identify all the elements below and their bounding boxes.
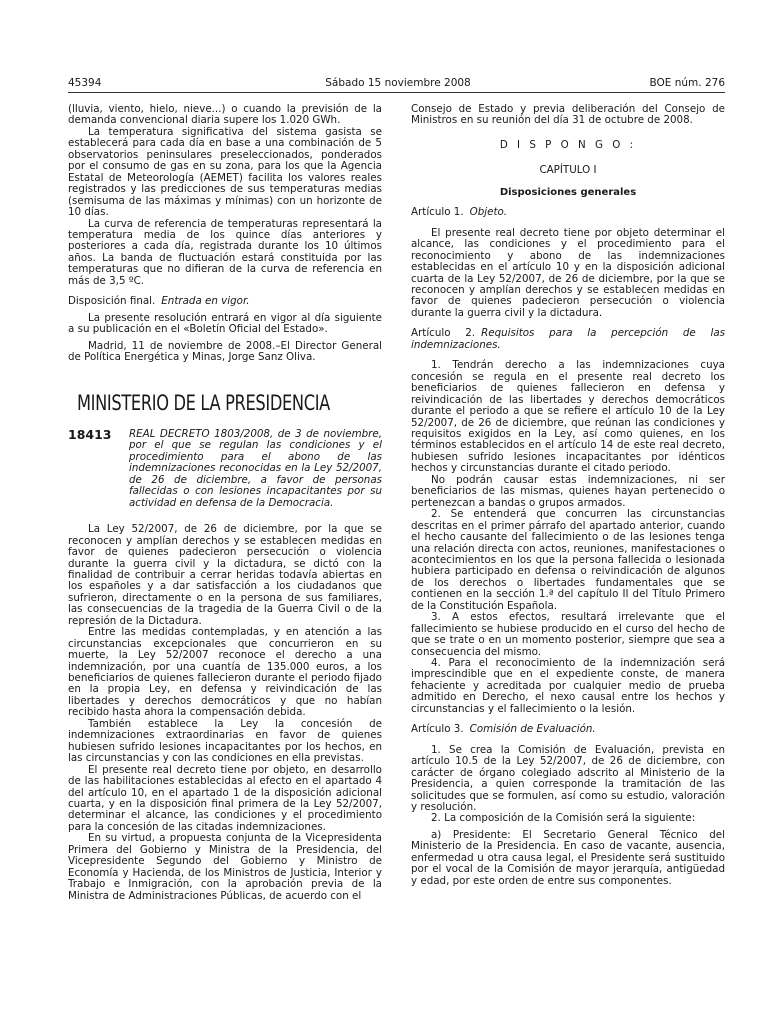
header-rule — [68, 92, 725, 93]
paragraph: La curva de referencia de temperaturas representará la temperatura media de los quince días anteriores y posteriores a cada día, registrada durante los 10 últimos años. La banda de fluctuación estará constituida por las temperaturas que no difieran de la curva de referencia en más de 3,5 ºC. — [68, 217, 382, 287]
issue-date: Sábado 15 noviembre 2008 — [325, 77, 471, 89]
signature-paragraph: Madrid, 11 de noviembre de 2008.–El Director General de Política Energética y Minas, Jorge Sanz Oliva. — [68, 339, 382, 364]
left-column — [68, 104, 382, 902]
paragraph: La temperatura significativa del sistema gasista se establecerá para cada día en base a una combinación de 5 observatorios peninsulares preseleccionados, ponderados por el consumo de gas en su zona, para los que la Agencia Estatal de Meteorología (AEMET) facilita los valores reales registrados y las predicciones de sus temperaturas medias (semisuma de las máximas y mínimas) con un horizonte de 10 días. — [68, 125, 382, 219]
article-3-heading — [411, 724, 725, 735]
article-label: Artículo 2. — [411, 327, 476, 340]
article-label: Artículo 3. — [411, 723, 464, 736]
decree-title: REAL DECRETO 1803/2008, de 3 de noviembre, por el que se regulan las condiciones y el procedimiento para el abono de las indemnizaciones reconocidas en la Ley 52/2007, de 26 de diciembre, a favor de personas fallecidas o con lesiones incapacitantes por su actividad en defensa de la Democracia. — [129, 427, 382, 509]
paragraph: Entre las medidas contempladas, y en atención a las circunstancias excepcionales que concurrieron en su muerte, la Ley 52/2007 reconoce el derecho a una indemnización, por una cuantía de 135.000 euros, a los beneficiarios de quienes fallecieron durante el periodo fijado en la propia Ley, en defensa y reivindicación de las libertades y derechos democráticos y que no habían recibido hasta ahora la compensación debida. — [68, 626, 382, 719]
article-title: Requisitos para la percepción de las indemnizaciones. — [411, 327, 725, 351]
paragraph: La Ley 52/2007, de 26 de diciembre, por la que se reconocen y amplían derechos y se establecen medidas en favor de quienes padecieron persecución o violencia durante la guerra civil y la dictadura, se dictó con la finalidad de contribuir a cerrar heridas todavía abiertas en los españoles y a dar satisfacción a los ciudadanos que sufrieron, directamente o en la persona de sus familiares, las consecuencias de la tragedia de la Guerra Civil o de la represión de la Dictadura. — [68, 523, 382, 627]
article-title: Objeto. — [469, 206, 508, 219]
provision-label: Disposición final. — [68, 295, 156, 308]
ministry-heading: MINISTERIO DE LA PRESIDENCIA — [77, 390, 330, 415]
article-2-heading — [411, 328, 725, 351]
paragraph: (lluvia, viento, hielo, nieve...) o cuando la previsión de la demanda convencional diaria supere los 1.020 GWh. — [68, 103, 382, 127]
decree-heading — [68, 426, 382, 509]
paragraph: 3. A estos efectos, resultará irrelevante que el fallecimiento se hubiese producido en el curso del hecho de que se trate o en un momento posterior, siempre que sea a consecuencia del mismo. — [411, 611, 725, 658]
right-column — [411, 104, 725, 887]
paragraph: La presente resolución entrará en vigor al día siguiente a su publicación en el «Boletín Oficial del Estado». — [68, 311, 382, 336]
dispongo-heading: D I S P O N G O : — [499, 138, 637, 151]
journal-issue: BOE núm. 276 — [649, 77, 725, 89]
decree-number: 18413 — [68, 426, 112, 442]
chapter-heading: CAPÍTULO I — [539, 164, 597, 177]
paragraph: El presente real decreto tiene por objeto, en desarrollo de las habilitaciones establecidas al efecto en el apartado 4 del artículo 10, en el apartado 1 de la disposición adicional cuarta, y en la disposición final primera de la Ley 52/2007, determinar el alcance, las condiciones y el procedimiento para la concesión de las citadas indemnizaciones. — [68, 763, 382, 833]
paragraph: 4. Para el reconocimiento de la indemnización será imprescindible que en el expediente conste, de manera fehaciente y acreditada por cualquier medio de prueba admitido en Derecho, el nexo causal entre los hechos y circunstancias y el fallecimiento o la lesión. — [411, 657, 725, 715]
final-provision-heading — [68, 296, 382, 307]
paragraph: No podrán causar estas indemnizaciones, ni ser beneficiarios de las mismas, quienes hayan pertenecido o pertenezcan a bandas o grupos armados. — [411, 473, 725, 509]
chapter-title: Disposiciones generales — [499, 186, 637, 198]
paragraph: 1. Se crea la Comisión de Evaluación, prevista en artículo 10.5 de la Ley 52/2007, de 26 de diciembre, con carácter de órgano colegiado adscrito al Ministerio de la Presidencia, a quien corresponde la tramitación de las solicitudes que se formulen, así como su estudio, valoración y resolución. — [411, 743, 725, 814]
paragraph: a) Presidente: El Secretario General Técnico del Ministerio de la Presidencia. En caso de vacante, ausencia, enfermedad u otra causa legal, el Presidente será sustituido por el vocal de la Comisión de mayor jerarquía, antigüedad y edad, por este orden de entre sus componentes. — [411, 828, 725, 887]
paragraph: 1. Tendrán derecho a las indemnizaciones cuya concesión se regula en el presente real decreto los beneficiarios de quienes fallecieron en defensa y reivindicación de las libertades y derechos democráticos durante el periodo a que se refiere el artículo 10 de la Ley 52/2007, de 26 de diciembre, que reúnan las condiciones y requisitos exigidos en la Ley, así como quienes, en los términos establecidos en el artículo 14 de este real decreto, hubiesen sufrido lesiones incapacitantes por idénticos hechos y circunstancias durante el citado periodo. — [411, 359, 725, 475]
paragraph: También establece la Ley la concesión de indemnizaciones extraordinarias en favor de quienes hubiesen sufrido lesiones incapacitantes por los hechos, en las circunstancias y con las condiciones en ella previstas. — [68, 717, 382, 765]
provision-title: Entrada en vigor. — [161, 295, 250, 308]
article-title: Comisión de Evaluación. — [469, 723, 596, 736]
page-header — [68, 77, 725, 91]
paragraph: En su virtud, a propuesta conjunta de la Vicepresidenta Primera del Gobierno y Ministra de la Presidencia, del Vicepresidente Segundo del Gobierno y Ministro de Economía y Hacienda, de los Ministros de Justicia, Interior y Trabajo e Inmigración, con la aprobación previa de la Ministra de Administraciones Públicas, de acuerdo con el — [68, 832, 382, 902]
article-1-heading — [411, 207, 725, 218]
paragraph: El presente real decreto tiene por objeto determinar el alcance, las condiciones y el procedimiento para el reconocimiento y abono de las indemnizaciones establecidas en el artículo 10 y en la disposición adicional cuarta de la Ley 52/2007, de 26 de diciembre, por la que se reconocen y amplían derechos y se establecen medidas en favor de quienes padecieron persecución o violencia durante la guerra civil y la dictadura. — [411, 226, 725, 319]
article-label: Artículo 1. — [411, 206, 464, 219]
page-number: 45394 — [68, 77, 102, 89]
paragraph: 2. La composición de la Comisión será la siguiente: — [431, 812, 696, 825]
paragraph: 2. Se entenderá que concurren las circunstancias descritas en el primer párrafo del apartado anterior, cuando el hecho causante del fallecimiento o de las lesiones tenga una relación directa con actos, reuniones, manifestaciones o acontecimientos en los que la persona fallecida o lesionada hubiera participado en defensa o reivindicación de algunos de los derechos o libertades fundamentales que se contienen en la sección 1.ª del capítulo II del Título Primero de la Constitución Española. — [411, 508, 725, 612]
paragraph: Consejo de Estado y previa deliberación del Consejo de Ministros en su reunión del día 31 de octubre de 2008. — [411, 103, 725, 127]
